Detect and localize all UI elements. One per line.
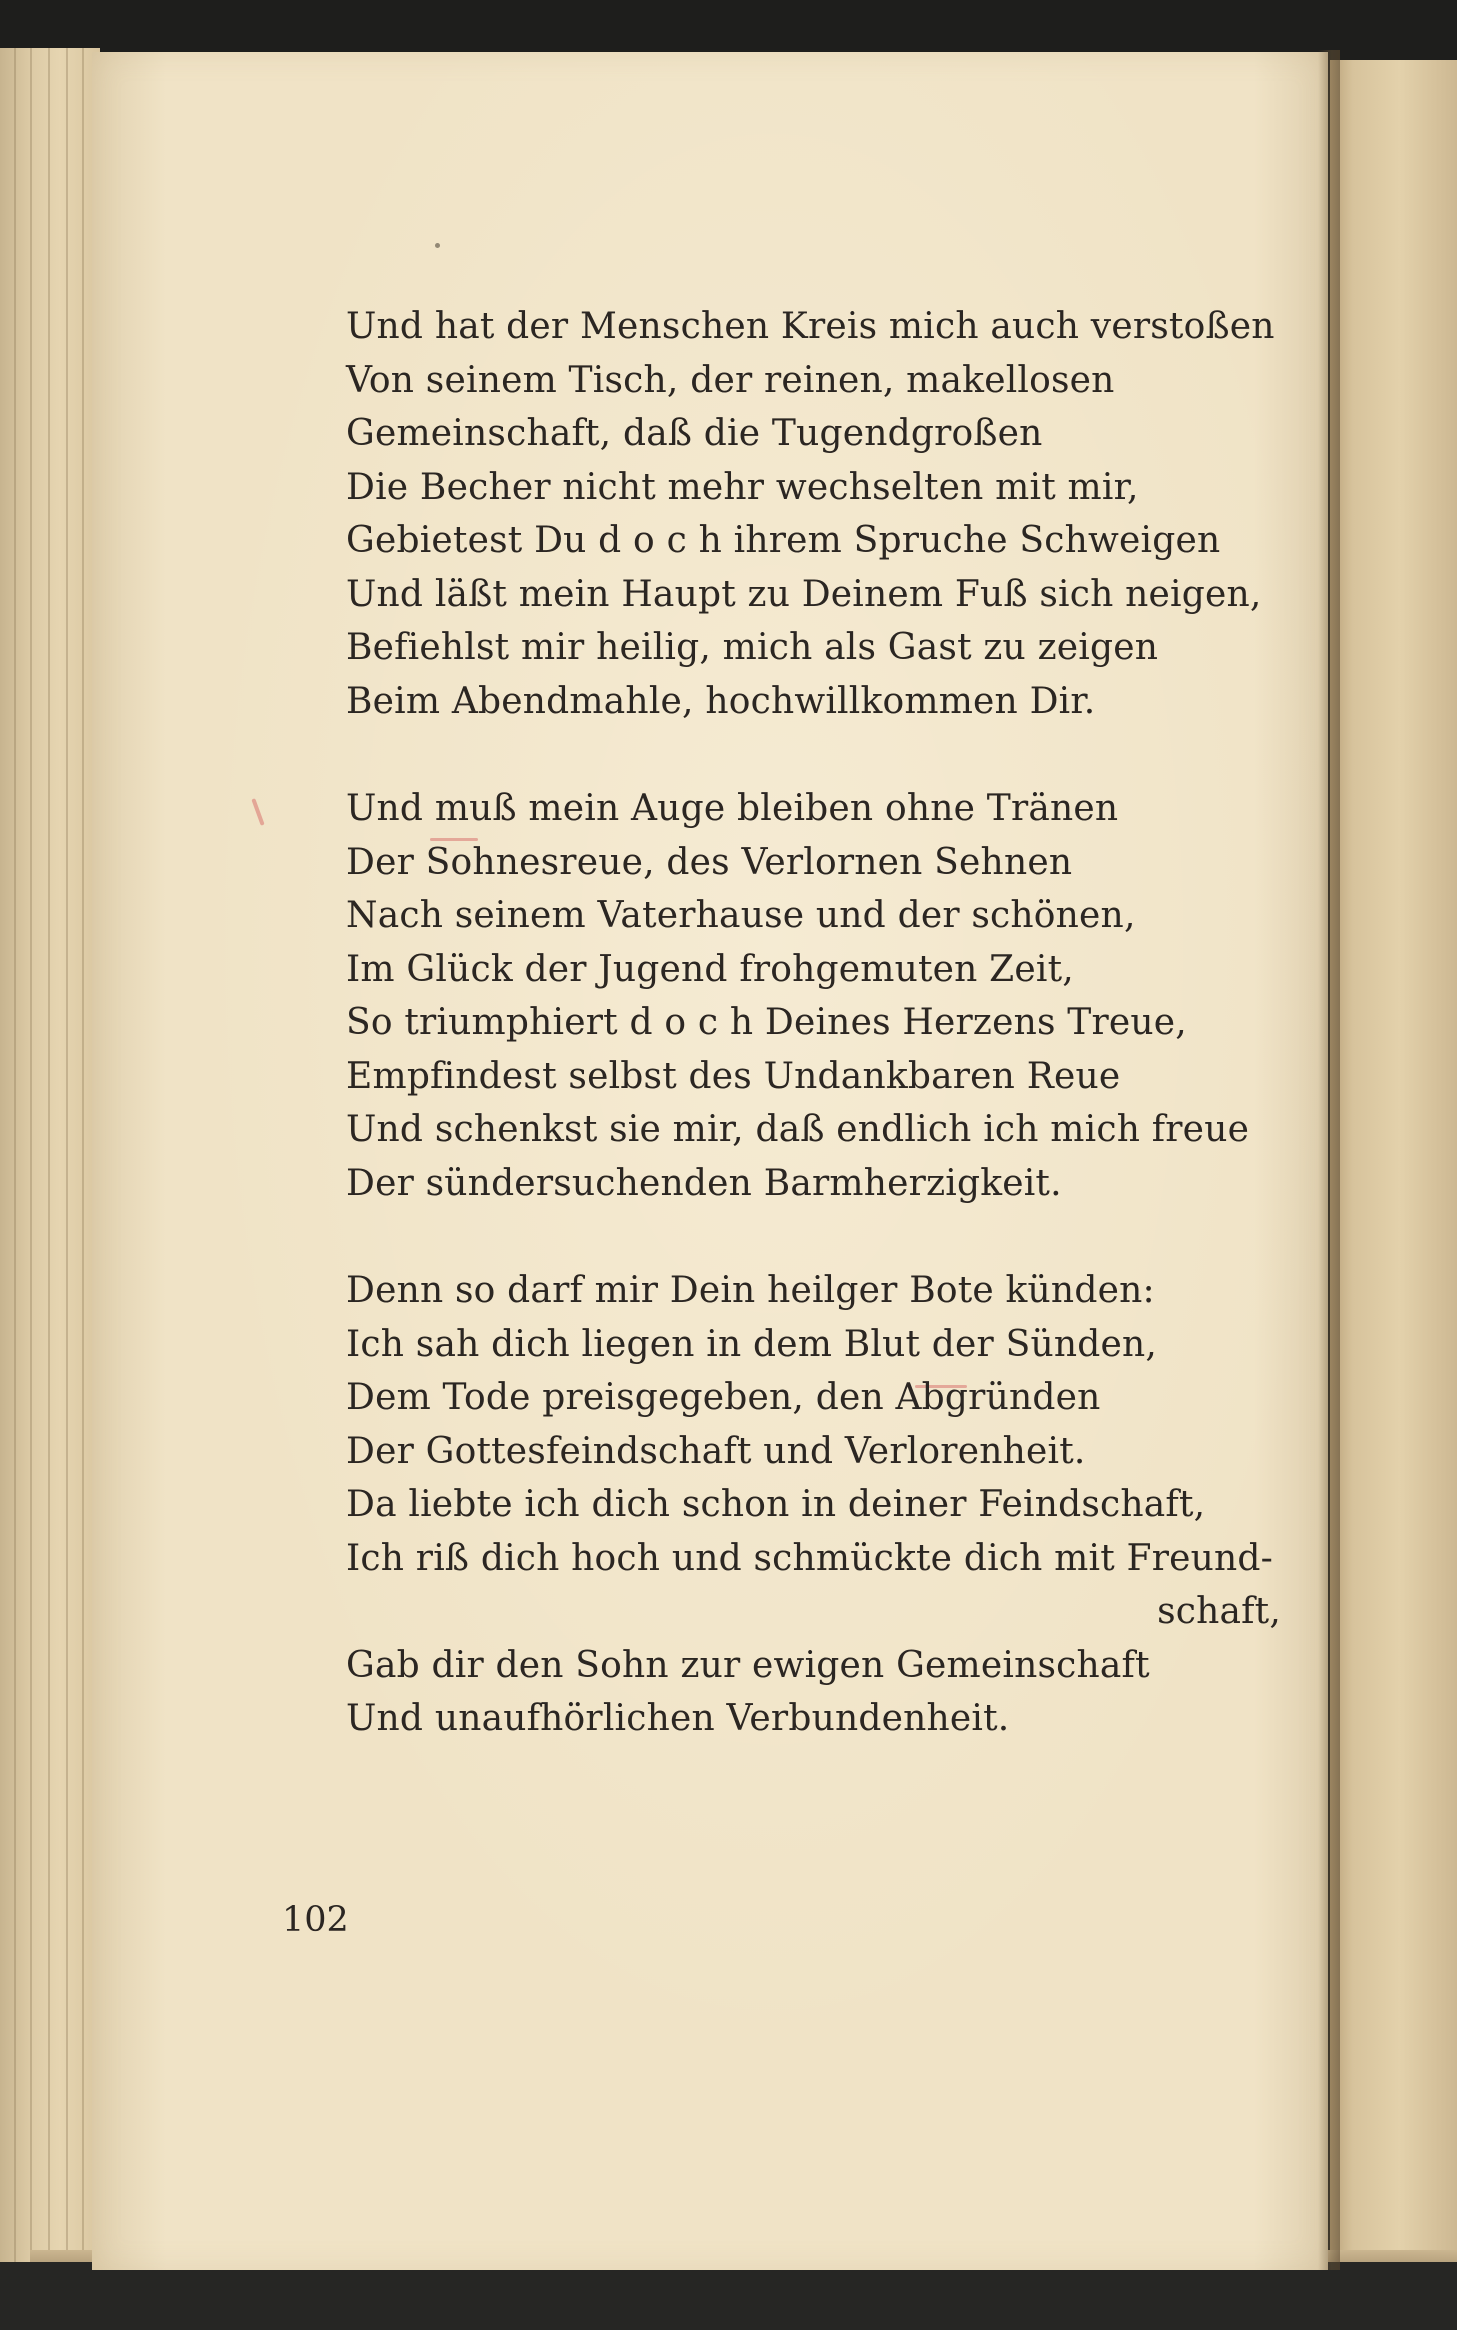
poem-line: Beim Abendmahle, hochwillkommen Dir. (346, 680, 1096, 722)
page-edge-line (14, 48, 16, 2278)
poem-text (346, 300, 1296, 1800)
poem-line: Gab dir den Sohn zur ewigen Gemeinschaft (346, 1644, 1150, 1686)
backdrop-bottom (0, 2262, 1457, 2330)
stanza-3 (346, 1264, 1296, 1746)
poem-line: Und schenkst sie mir, daß endlich ich mich freue (346, 1109, 1250, 1150)
page-edge-line (30, 48, 32, 2278)
poem-line: Denn so darf mir Dein heilger Bote künden: (346, 1270, 1155, 1311)
poem-line: Da liebte ich dich schon in deiner Feindschaft, (346, 1484, 1206, 1525)
poem-line: Der Sohnesreue, des Verlornen Sehnen (346, 841, 1073, 883)
ink-speck (435, 243, 440, 248)
poem-line-continuation: schaft, (1157, 1591, 1281, 1632)
poem-line: Dem Tode preisgegeben, den Abgründen (346, 1377, 1101, 1418)
poem-line: Von seinem Tisch, der reinen, makellosen (346, 359, 1115, 401)
poem-line: Die Becher nicht mehr wechselten mit mir, (346, 466, 1139, 508)
poem-line: Und muß mein Auge bleiben ohne Tränen (346, 788, 1119, 829)
poem-line: Und hat der Menschen Kreis mich auch verstoßen (346, 306, 1275, 347)
page-edge-line (82, 48, 84, 2278)
page-edge-line (48, 48, 50, 2278)
poem-line: So triumphiert d o c h Deines Herzens Treue, (346, 1002, 1187, 1043)
poem-line: Befiehlst mir heilig, mich als Gast zu zeigen (346, 627, 1159, 668)
page-edge-line (66, 48, 68, 2278)
poem-line: Der Gottesfeindschaft und Verlorenheit. (346, 1430, 1086, 1472)
poem-line: Empfindest selbst des Undankbaren Reue (346, 1055, 1121, 1097)
stanza-2 (346, 782, 1296, 1210)
poem-line: Und unaufhörlichen Verbundenheit. (346, 1698, 1010, 1739)
page-number: 102 (282, 1900, 349, 1940)
poem-line: Ich sah dich liegen in dem Blut der Sünden, (346, 1323, 1157, 1365)
poem-line: Und läßt mein Haupt zu Deinem Fuß sich neigen, (346, 573, 1262, 615)
page-edge-right (1330, 60, 1457, 2260)
stanza-1 (346, 300, 1296, 728)
poem-line: Gemeinschaft, daß die Tugendgroßen (346, 413, 1043, 454)
backdrop (0, 0, 1457, 60)
poem-line: Ich riß dich hoch und schmückte dich mit Freund- (346, 1537, 1274, 1579)
gutter-shadow (1318, 50, 1340, 2270)
poem-line: Im Glück der Jugend frohgemuten Zeit, (346, 948, 1074, 990)
poem-line: Gebietest Du d o c h ihrem Spruche Schweigen (346, 520, 1221, 561)
poem-line: Der sündersuchenden Barmherzigkeit. (346, 1162, 1062, 1204)
poem-line: Nach seinem Vaterhause und der schönen, (346, 895, 1136, 936)
